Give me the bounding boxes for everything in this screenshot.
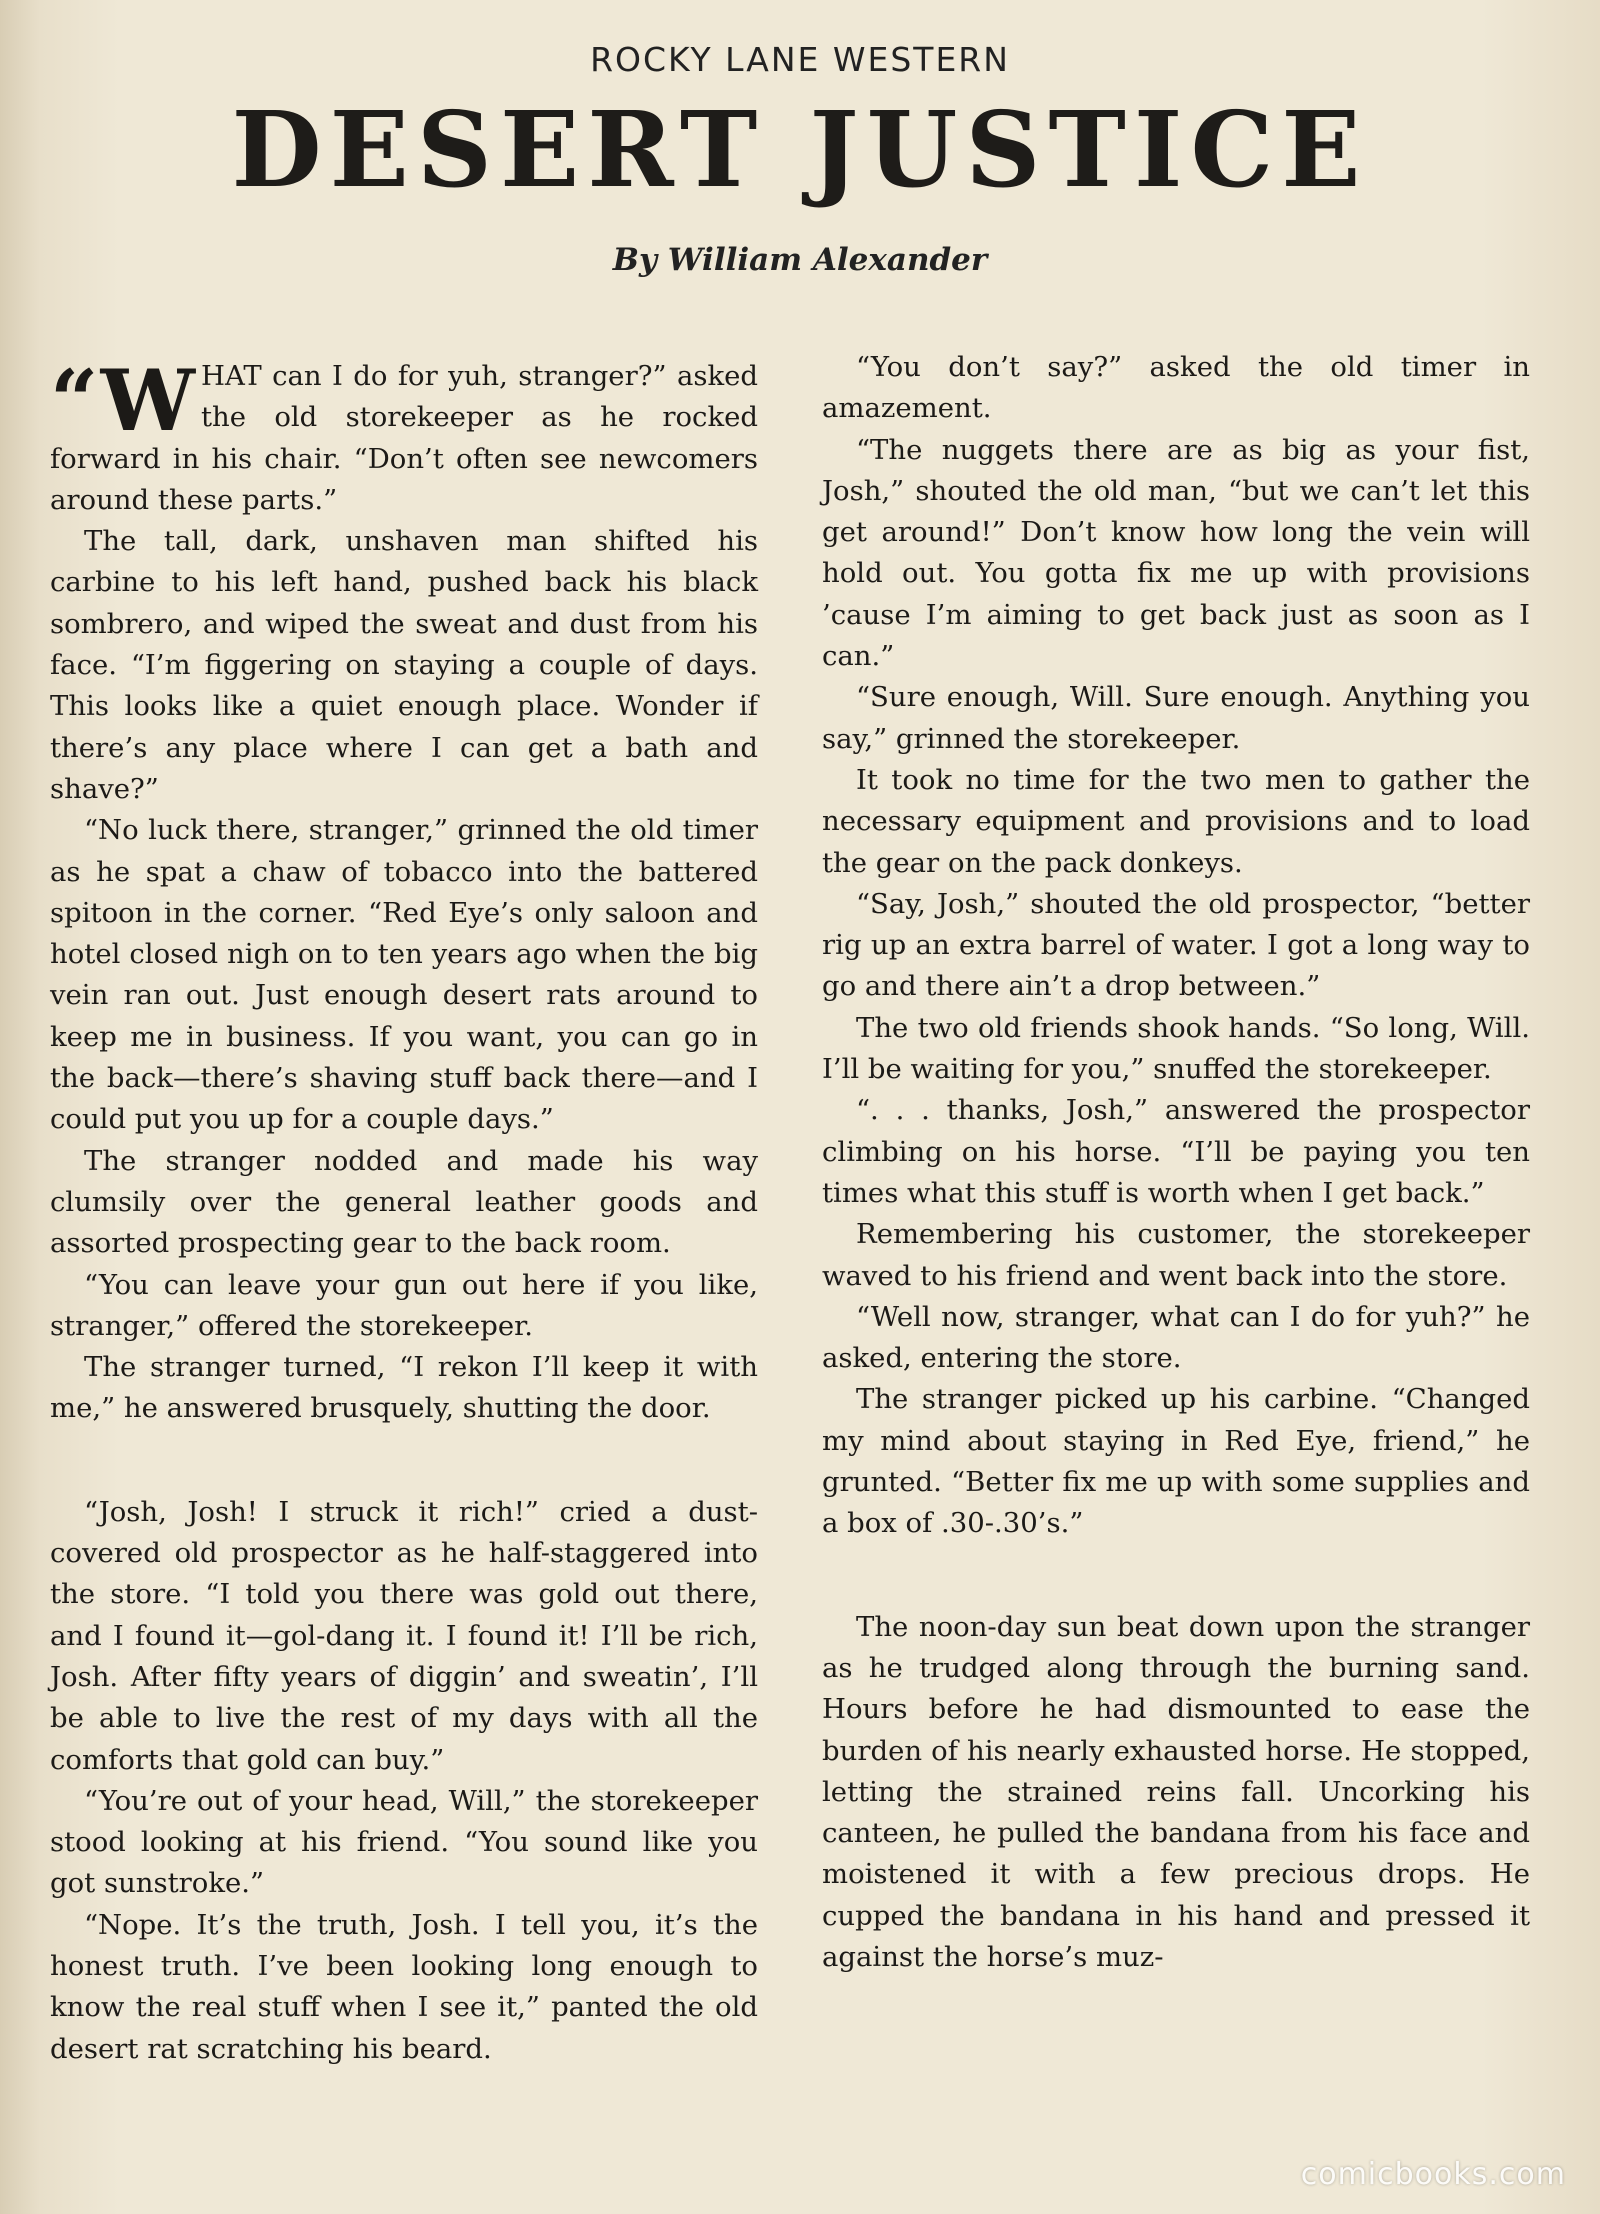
paragraph: “Josh, Josh! I struck it rich!” cried a dust-covered old prospector as he half-staggered into the store. “I told you there was gold out there, and I found it—gol-dang it. I found it! I’ll be rich, Josh. After fifty years of diggin’ and sweatin’, I’ll be able to live the rest of my days with all the comforts that gold can buy.” <box>50 1495 758 1776</box>
paragraph: “. . . thanks, Josh,” answered the prospector climbing on his horse. “I’ll be paying you ten times what this stuff is worth when I get back.” <box>822 1094 1530 1209</box>
section-break <box>822 1545 1530 1607</box>
paragraph: The stranger nodded and made his way clumsily over the general leather goods and assorted prospecting gear to the back room. <box>50 1144 758 1260</box>
paragraph: “No luck there, stranger,” grinned the old timer as he spat a chaw of tobacco into the battered spitoon in the corner. “Red Eye’s only saloon and hotel closed nigh on to ten years ago when the big vein ran out. Just enough desert rats around to keep me in business. If you want, you can go in the back—there’s shaving stuff back there—and I could put you up for a couple days.” <box>50 814 758 1136</box>
paragraph: The stranger picked up his carbine. “Changed my mind about staying in Red Eye, friend,” he grunted. “Better fix me up with some supplies and a box of .30-.30’s.” <box>822 1383 1530 1540</box>
paragraph: The noon-day sun beat down upon the stranger as he trudged along through the burning sand. Hours before he had dismounted to ease the burden of his nearly exhausted horse. He stopped, letting the strained reins fall. Uncorking his canteen, he pulled the bandana from his face and moistened it with a few precious drops. He cupped the bandana in his hand and pressed it against the horse’s muz- <box>822 1610 1530 1973</box>
section-break <box>50 1430 758 1492</box>
story-title: DESERT JUSTICE <box>231 88 1369 211</box>
series-title: ROCKY LANE WESTERN <box>590 40 1010 79</box>
paragraph: “Say, Josh,” shouted the old prospector, “better rig up an extra barrel of water. I got a long way to go and there ain’t a drop between.” <box>822 887 1530 1003</box>
byline: By William Alexander <box>612 242 988 278</box>
watermark: comicbooks.com <box>1300 2157 1566 2192</box>
paragraph: “You’re out of your head, Will,” the storekeeper stood looking at his friend. “You sound like you got sunstroke.” <box>50 1784 758 1900</box>
paragraph: “Nope. It’s the truth, Josh. I tell you, it’s the honest truth. I’ve been looking long enough to know the real stuff when I see it,” panted the old desert rat scratching his beard. <box>50 1908 758 2065</box>
paragraph: “WHAT can I do for yuh, stranger?” asked the old storekeeper as he rocked forward in his chair. “Don’t often see newcomers around these parts.” <box>50 351 758 516</box>
paragraph: “You don’t say?” asked the old timer in amazement. <box>822 351 1530 425</box>
left-column <box>50 351 758 2070</box>
paragraph: “The nuggets there are as big as your fist, Josh,” shouted the old man, “but we can’t let this get around!” Don’t know how long the vein will hold out. You gotta fix me up with provisions ’cause I’m aiming to get back just as soon as I can.” <box>822 433 1530 673</box>
paragraph: It took no time for the two men to gather the necessary equipment and provisions and to load the gear on the pack donkeys. <box>822 763 1530 879</box>
paragraph: The two old friends shook hands. “So long, Will. I’ll be waiting for you,” snuffed the storekeeper. <box>822 1011 1530 1086</box>
paragraph: The tall, dark, unshaven man shifted his carbine to his left hand, pushed back his black sombrero, and wiped the sweat and dust from his face. “I’m figgering on staying a couple of days. This looks like a quiet enough place. Wonder if there’s any place where I can get a bath and shave?” <box>50 525 758 805</box>
paragraph: “Well now, stranger, what can I do for yuh?” he asked, entering the store. <box>822 1300 1530 1375</box>
paragraph: “You can leave your gun out here if you like, stranger,” offered the storekeeper. <box>50 1268 758 1342</box>
paragraph: “Sure enough, Will. Sure enough. Anything you say,” grinned the storekeeper. <box>822 681 1530 755</box>
drop-cap: “W <box>50 351 195 450</box>
paragraph: The stranger turned, “I rekon I’ll keep it with me,” he answered brusquely, shutting the door. <box>50 1351 758 1425</box>
right-column <box>822 347 1530 1978</box>
paragraph: Remembering his customer, the storekeeper waved to his friend and went back into the store. <box>822 1218 1530 1292</box>
